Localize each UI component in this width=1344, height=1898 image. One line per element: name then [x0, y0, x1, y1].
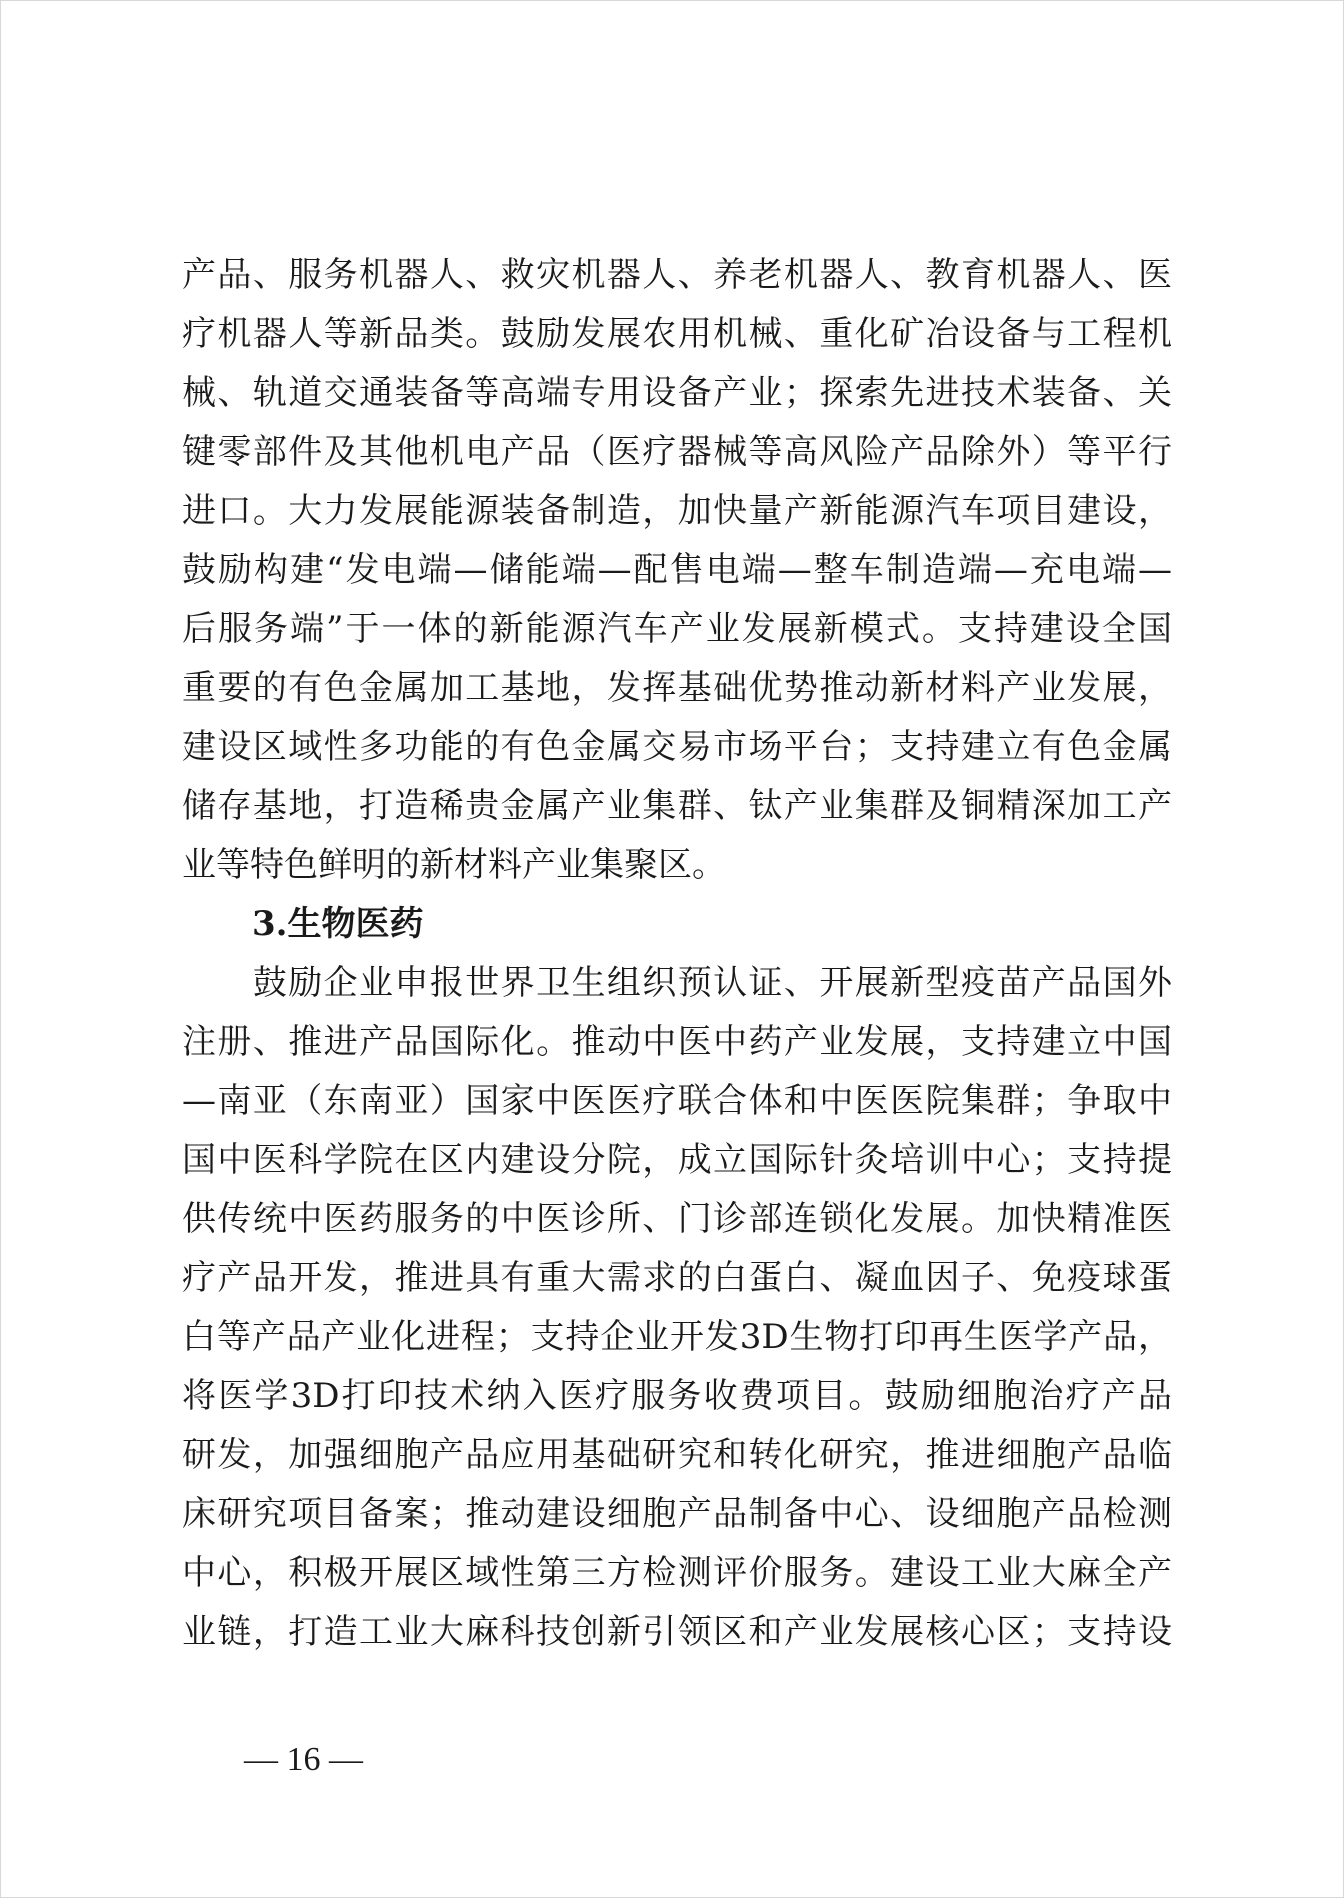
- paragraph-line: 将医学3D打印技术纳入医疗服务收费项目。鼓励细胞治疗产品: [182, 1376, 1172, 1416]
- paragraph-biomedicine: [182, 954, 1172, 1662]
- paragraph-line: 进口。大力发展能源装备制造，加快量产新能源汽车项目建设，: [182, 491, 1172, 531]
- section-heading: 3.生物医药: [252, 904, 424, 944]
- paragraph-line: 建设区域性多功能的有色金属交易市场平台；支持建立有色金属: [182, 727, 1172, 767]
- paragraph-line: 注册、推进产品国际化。推动中医中药产业发展，支持建立中国: [182, 1022, 1172, 1062]
- paragraph-line: 鼓励企业申报世界卫生组织预认证、开展新型疫苗产品国外: [182, 963, 1172, 1003]
- paragraph-line: 供传统中医药服务的中医诊所、门诊部连锁化发展。加快精准医: [182, 1199, 1172, 1239]
- paragraph-line: 床研究项目备案；推动建设细胞产品制备中心、设细胞产品检测: [182, 1494, 1172, 1534]
- paragraph-line: —南亚（东南亚）国家中医医疗联合体和中医医院集群；争取中: [182, 1081, 1172, 1121]
- paragraph-line: 重要的有色金属加工基地，发挥基础优势推动新材料产业发展，: [182, 668, 1172, 708]
- paragraph-line: 疗机器人等新品类。鼓励发展农用机械、重化矿冶设备与工程机: [182, 314, 1172, 354]
- paragraph-line: 研发，加强细胞产品应用基础研究和转化研究，推进细胞产品临: [182, 1435, 1172, 1475]
- paragraph-line: 储存基地，打造稀贵金属产业集群、钛产业集群及铜精深加工产: [182, 786, 1172, 826]
- paragraph-line: 后服务端”于一体的新能源汽车产业发展新模式。支持建设全国: [182, 609, 1172, 649]
- paragraph-line: 械、轨道交通装备等高端专用设备产业；探索先进技术装备、关: [182, 373, 1172, 413]
- page-number: — 16 —: [244, 1741, 363, 1778]
- paragraph-line: 白等产品产业化进程；支持企业开发3D生物打印再生医学产品，: [182, 1317, 1172, 1357]
- paragraph-line: 业等特色鲜明的新材料产业集聚区。: [182, 845, 726, 885]
- paragraph-line: 疗产品开发，推进具有重大需求的白蛋白、凝血因子、免疫球蛋: [182, 1258, 1172, 1298]
- paragraph-line: 中心，积极开展区域性第三方检测评价服务。建设工业大麻全产: [182, 1553, 1172, 1593]
- document-body: [182, 246, 1172, 1662]
- paragraph-line: 国中医科学院在区内建设分院，成立国际针灸培训中心；支持提: [182, 1140, 1172, 1180]
- paragraph-line: 键零部件及其他机电产品（医疗器械等高风险产品除外）等平行: [182, 432, 1172, 472]
- paragraph-line: 业链，打造工业大麻科技创新引领区和产业发展核心区；支持设: [182, 1612, 1172, 1652]
- paragraph-line: 产品、服务机器人、救灾机器人、养老机器人、教育机器人、医: [182, 255, 1172, 295]
- paragraph-manufacturing: [182, 246, 1172, 895]
- paragraph-line: 鼓励构建“发电端—储能端—配售电端—整车制造端—充电端—: [182, 550, 1172, 590]
